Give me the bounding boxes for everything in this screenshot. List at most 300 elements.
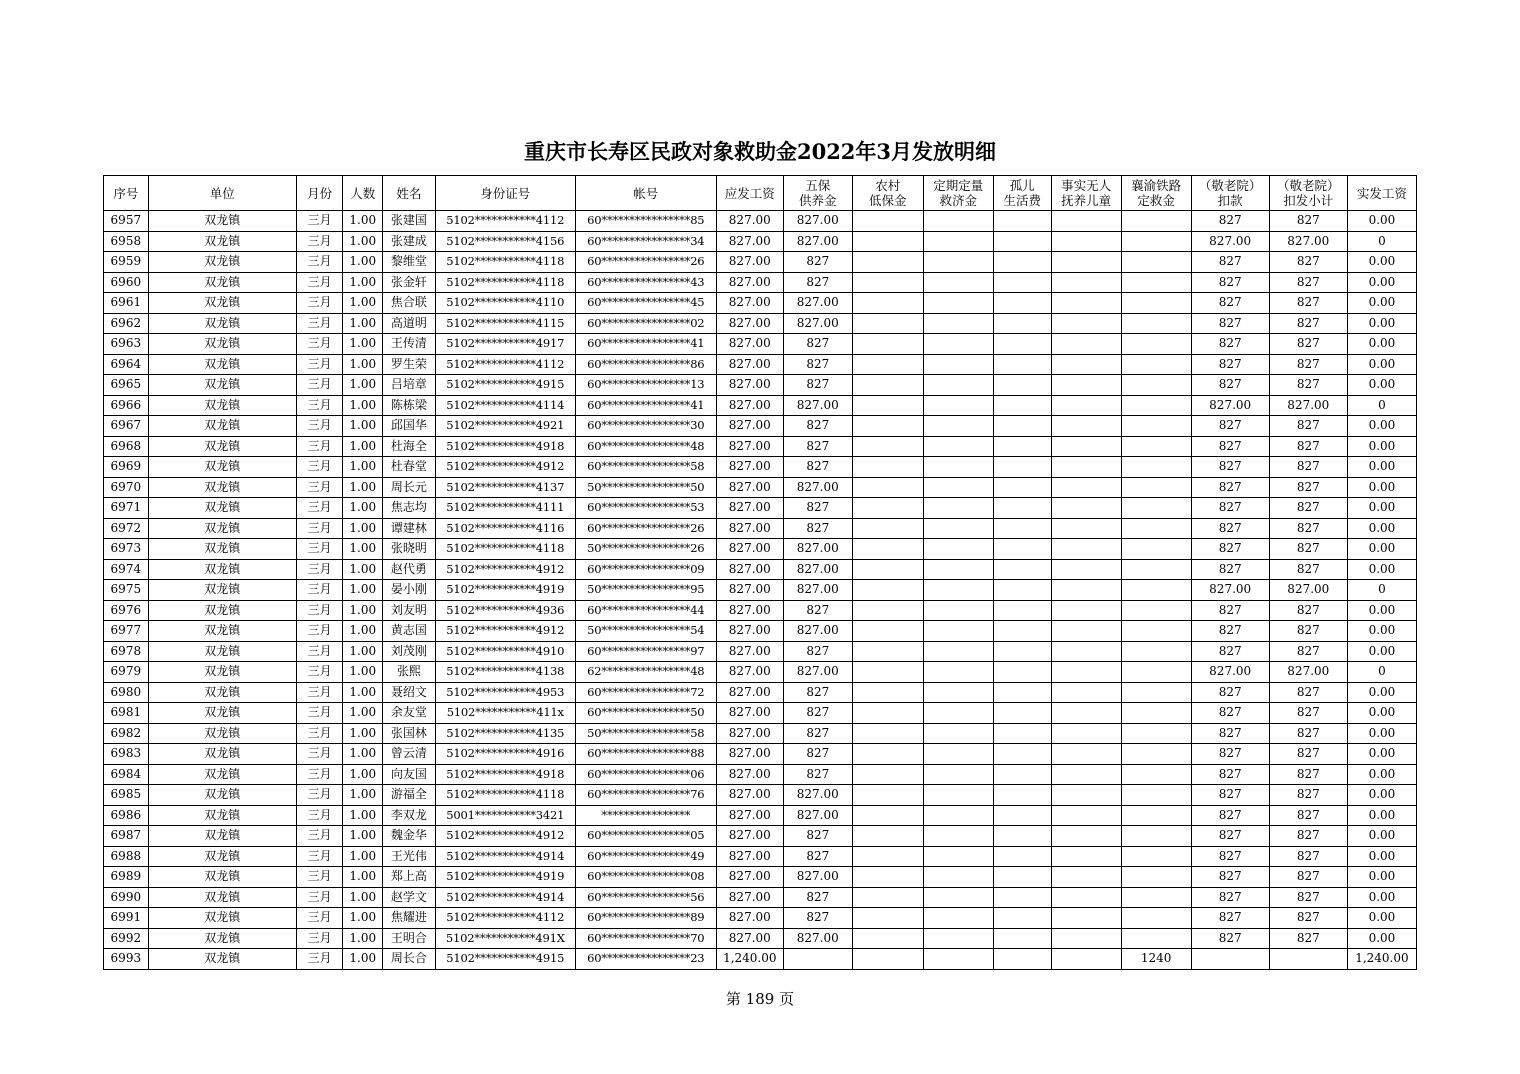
cell-fixed-relief [923,641,993,662]
table-row [104,334,1417,355]
cell-rural-dibao [852,539,923,560]
cell-fixed-relief [923,498,993,519]
cell-account: 60****************23 [575,949,716,970]
cell-nursing-home-deduction: 827 [1191,539,1269,560]
cell-gross-pay: 827.00 [716,293,783,314]
cell-net-pay: 0.00 [1347,375,1416,396]
cell-unattended-child [1051,211,1121,232]
cell-unattended-child [1051,887,1121,908]
table-row [104,272,1417,293]
cell-id-number: 5102***********4918 [435,436,575,457]
cell-net-pay: 0.00 [1347,846,1416,867]
cell-nursing-home-subtotal: 827 [1269,252,1347,273]
cell-count: 1.00 [343,416,383,437]
cell-name: 向友国 [383,764,436,785]
cell-net-pay: 0.00 [1347,703,1416,724]
cell-orphan-allowance [993,703,1051,724]
table-row [104,846,1417,867]
cell-wubao-fund: 827 [783,908,852,929]
cell-nursing-home-subtotal: 827 [1269,846,1347,867]
cell-seq: 6970 [104,477,149,498]
cell-xiangyu-rail-relief [1121,682,1191,703]
cell-fixed-relief [923,313,993,334]
cell-unit: 双龙镇 [148,211,296,232]
cell-account: 60****************02 [575,313,716,334]
cell-name: 周长合 [383,949,436,970]
cell-count: 1.00 [343,928,383,949]
cell-orphan-allowance [993,211,1051,232]
cell-count: 1.00 [343,662,383,683]
cell-month: 三月 [296,231,343,252]
cell-xiangyu-rail-relief [1121,211,1191,232]
cell-gross-pay: 827.00 [716,764,783,785]
cell-name: 焦志均 [383,498,436,519]
table-row [104,908,1417,929]
cell-fixed-relief [923,805,993,826]
cell-net-pay: 0 [1347,395,1416,416]
cell-month: 三月 [296,949,343,970]
cell-gross-pay: 827.00 [716,252,783,273]
cell-seq: 6991 [104,908,149,929]
table-row [104,436,1417,457]
cell-xiangyu-rail-relief [1121,703,1191,724]
cell-month: 三月 [296,846,343,867]
cell-name: 余友堂 [383,703,436,724]
cell-rural-dibao [852,723,923,744]
table-row [104,723,1417,744]
table-row [104,231,1417,252]
relief-fund-table [103,175,1417,970]
cell-id-number: 5102***********4919 [435,580,575,601]
cell-month: 三月 [296,723,343,744]
cell-gross-pay: 827.00 [716,580,783,601]
cell-account: 60****************72 [575,682,716,703]
cell-count: 1.00 [343,908,383,929]
cell-xiangyu-rail-relief [1121,252,1191,273]
cell-unit: 双龙镇 [148,231,296,252]
cell-net-pay: 0.00 [1347,867,1416,888]
cell-wubao-fund: 827 [783,764,852,785]
cell-unattended-child [1051,313,1121,334]
cell-net-pay: 0.00 [1347,600,1416,621]
cell-unattended-child [1051,272,1121,293]
cell-month: 三月 [296,457,343,478]
cell-name: 赵代勇 [383,559,436,580]
cell-wubao-fund: 827.00 [783,395,852,416]
cell-nursing-home-deduction: 827 [1191,723,1269,744]
cell-gross-pay: 827.00 [716,539,783,560]
table-row [104,805,1417,826]
cell-unattended-child [1051,744,1121,765]
cell-id-number: 5102***********4912 [435,559,575,580]
cell-nursing-home-deduction: 827.00 [1191,395,1269,416]
cell-month: 三月 [296,744,343,765]
cell-name: 赵学文 [383,887,436,908]
cell-xiangyu-rail-relief [1121,559,1191,580]
cell-unit: 双龙镇 [148,313,296,334]
table-row [104,313,1417,334]
cell-account: 60****************97 [575,641,716,662]
cell-unattended-child [1051,826,1121,847]
cell-name: 杜春堂 [383,457,436,478]
cell-net-pay: 0 [1347,231,1416,252]
cell-id-number: 5102***********4112 [435,211,575,232]
cell-unit: 双龙镇 [148,293,296,314]
cell-gross-pay: 827.00 [716,887,783,908]
cell-id-number: 5102***********4919 [435,867,575,888]
cell-gross-pay: 827.00 [716,272,783,293]
cell-xiangyu-rail-relief [1121,416,1191,437]
cell-nursing-home-subtotal: 827 [1269,785,1347,806]
cell-id-number: 5102***********4915 [435,375,575,396]
cell-nursing-home-subtotal: 827.00 [1269,662,1347,683]
cell-xiangyu-rail-relief [1121,518,1191,539]
cell-nursing-home-subtotal: 827 [1269,416,1347,437]
cell-account: 60****************13 [575,375,716,396]
cell-name: 黎维堂 [383,252,436,273]
cell-count: 1.00 [343,231,383,252]
cell-id-number: 5102***********4912 [435,826,575,847]
cell-month: 三月 [296,313,343,334]
cell-fixed-relief [923,293,993,314]
cell-unattended-child [1051,293,1121,314]
cell-seq: 6976 [104,600,149,621]
cell-seq: 6975 [104,580,149,601]
cell-id-number: 5102***********4137 [435,477,575,498]
cell-fixed-relief [923,826,993,847]
cell-net-pay: 0.00 [1347,887,1416,908]
cell-orphan-allowance [993,887,1051,908]
cell-gross-pay: 827.00 [716,477,783,498]
cell-month: 三月 [296,805,343,826]
cell-nursing-home-subtotal: 827 [1269,477,1347,498]
cell-unattended-child [1051,846,1121,867]
cell-orphan-allowance [993,949,1051,970]
cell-nursing-home-deduction: 827.00 [1191,662,1269,683]
cell-xiangyu-rail-relief [1121,744,1191,765]
table-row [104,477,1417,498]
cell-net-pay: 0.00 [1347,272,1416,293]
cell-wubao-fund: 827 [783,723,852,744]
cell-count: 1.00 [343,334,383,355]
cell-nursing-home-subtotal: 827 [1269,313,1347,334]
cell-fixed-relief [923,580,993,601]
cell-seq: 6993 [104,949,149,970]
cell-orphan-allowance [993,641,1051,662]
table-row [104,457,1417,478]
cell-seq: 6965 [104,375,149,396]
cell-id-number: 5102***********4111 [435,498,575,519]
cell-net-pay: 0 [1347,580,1416,601]
table-row [104,354,1417,375]
column-header-wubao-fund: 五保 供养金 [783,176,852,211]
cell-nursing-home-deduction: 827 [1191,293,1269,314]
cell-account: 60****************48 [575,436,716,457]
cell-count: 1.00 [343,621,383,642]
cell-wubao-fund [783,949,852,970]
cell-net-pay: 0 [1347,662,1416,683]
table-row [104,395,1417,416]
cell-name: 焦耀进 [383,908,436,929]
cell-rural-dibao [852,785,923,806]
cell-seq: 6957 [104,211,149,232]
cell-fixed-relief [923,621,993,642]
cell-nursing-home-deduction: 827 [1191,375,1269,396]
cell-orphan-allowance [993,334,1051,355]
cell-count: 1.00 [343,211,383,232]
cell-unit: 双龙镇 [148,805,296,826]
cell-account: 50****************54 [575,621,716,642]
cell-orphan-allowance [993,231,1051,252]
cell-net-pay: 0.00 [1347,293,1416,314]
cell-unattended-child [1051,662,1121,683]
cell-wubao-fund: 827.00 [783,867,852,888]
cell-gross-pay: 827.00 [716,436,783,457]
cell-month: 三月 [296,559,343,580]
cell-fixed-relief [923,354,993,375]
cell-wubao-fund: 827 [783,354,852,375]
cell-nursing-home-deduction: 827 [1191,621,1269,642]
cell-unattended-child [1051,518,1121,539]
table-row [104,252,1417,273]
cell-xiangyu-rail-relief [1121,662,1191,683]
cell-id-number: 5102***********4156 [435,231,575,252]
cell-count: 1.00 [343,559,383,580]
cell-gross-pay: 827.00 [716,395,783,416]
cell-month: 三月 [296,764,343,785]
cell-count: 1.00 [343,785,383,806]
cell-count: 1.00 [343,744,383,765]
cell-unit: 双龙镇 [148,826,296,847]
cell-fixed-relief [923,744,993,765]
cell-xiangyu-rail-relief [1121,477,1191,498]
cell-unit: 双龙镇 [148,703,296,724]
column-header-id-number: 身份证号 [435,176,575,211]
cell-unit: 双龙镇 [148,641,296,662]
cell-net-pay: 0.00 [1347,252,1416,273]
cell-month: 三月 [296,580,343,601]
cell-account: 60****************44 [575,600,716,621]
cell-net-pay: 0.00 [1347,518,1416,539]
cell-id-number: 5102***********4953 [435,682,575,703]
cell-rural-dibao [852,580,923,601]
cell-rural-dibao [852,457,923,478]
cell-gross-pay: 827.00 [716,518,783,539]
table-row [104,600,1417,621]
cell-wubao-fund: 827 [783,682,852,703]
cell-orphan-allowance [993,785,1051,806]
cell-unit: 双龙镇 [148,580,296,601]
cell-id-number: 5001***********3421 [435,805,575,826]
column-header-unit: 单位 [148,176,296,211]
cell-unit: 双龙镇 [148,867,296,888]
cell-gross-pay: 827.00 [716,928,783,949]
cell-rural-dibao [852,498,923,519]
cell-month: 三月 [296,477,343,498]
cell-xiangyu-rail-relief [1121,313,1191,334]
cell-id-number: 5102***********411x [435,703,575,724]
cell-id-number: 5102***********4918 [435,764,575,785]
cell-unattended-child [1051,580,1121,601]
cell-count: 1.00 [343,805,383,826]
cell-account: 50****************58 [575,723,716,744]
cell-name: 张熙 [383,662,436,683]
cell-wubao-fund: 827 [783,600,852,621]
cell-fixed-relief [923,559,993,580]
cell-wubao-fund: 827 [783,498,852,519]
cell-name: 杜海全 [383,436,436,457]
cell-count: 1.00 [343,641,383,662]
cell-id-number: 5102***********4936 [435,600,575,621]
table-row [104,887,1417,908]
cell-count: 1.00 [343,723,383,744]
cell-fixed-relief [923,375,993,396]
cell-fixed-relief [923,867,993,888]
cell-net-pay: 0.00 [1347,908,1416,929]
cell-unattended-child [1051,375,1121,396]
cell-nursing-home-subtotal: 827 [1269,703,1347,724]
cell-nursing-home-deduction: 827 [1191,805,1269,826]
cell-nursing-home-subtotal: 827 [1269,293,1347,314]
cell-wubao-fund: 827 [783,518,852,539]
cell-orphan-allowance [993,293,1051,314]
cell-account: 60****************70 [575,928,716,949]
cell-net-pay: 0.00 [1347,211,1416,232]
cell-account: 60****************49 [575,846,716,867]
cell-nursing-home-deduction: 827 [1191,498,1269,519]
cell-account: 60****************41 [575,334,716,355]
cell-id-number: 5102***********4910 [435,641,575,662]
cell-seq: 6982 [104,723,149,744]
cell-name: 罗生荣 [383,354,436,375]
cell-seq: 6981 [104,703,149,724]
cell-gross-pay: 827.00 [716,416,783,437]
cell-unit: 双龙镇 [148,457,296,478]
cell-count: 1.00 [343,887,383,908]
cell-gross-pay: 827.00 [716,231,783,252]
cell-gross-pay: 827.00 [716,600,783,621]
cell-month: 三月 [296,498,343,519]
cell-nursing-home-deduction: 827 [1191,252,1269,273]
cell-month: 三月 [296,785,343,806]
cell-unattended-child [1051,436,1121,457]
cell-wubao-fund: 827 [783,436,852,457]
cell-count: 1.00 [343,867,383,888]
cell-net-pay: 0.00 [1347,559,1416,580]
cell-fixed-relief [923,949,993,970]
cell-wubao-fund: 827.00 [783,293,852,314]
cell-nursing-home-deduction: 827 [1191,211,1269,232]
cell-xiangyu-rail-relief [1121,928,1191,949]
cell-orphan-allowance [993,395,1051,416]
cell-orphan-allowance [993,416,1051,437]
cell-name: 张金轩 [383,272,436,293]
cell-month: 三月 [296,518,343,539]
cell-name: 高道明 [383,313,436,334]
cell-seq: 6959 [104,252,149,273]
cell-gross-pay: 827.00 [716,498,783,519]
cell-month: 三月 [296,621,343,642]
cell-unattended-child [1051,354,1121,375]
cell-month: 三月 [296,641,343,662]
cell-unattended-child [1051,641,1121,662]
cell-nursing-home-deduction: 827 [1191,703,1269,724]
cell-seq: 6990 [104,887,149,908]
cell-account: 60****************43 [575,272,716,293]
cell-name: 刘茂刚 [383,641,436,662]
cell-seq: 6985 [104,785,149,806]
cell-seq: 6974 [104,559,149,580]
cell-wubao-fund: 827.00 [783,662,852,683]
cell-orphan-allowance [993,313,1051,334]
cell-xiangyu-rail-relief [1121,457,1191,478]
cell-unit: 双龙镇 [148,436,296,457]
cell-rural-dibao [852,621,923,642]
cell-name: 王光伟 [383,846,436,867]
cell-nursing-home-deduction: 827 [1191,600,1269,621]
cell-rural-dibao [852,682,923,703]
cell-id-number: 5102***********4110 [435,293,575,314]
cell-wubao-fund: 827 [783,416,852,437]
cell-net-pay: 0.00 [1347,744,1416,765]
cell-orphan-allowance [993,846,1051,867]
cell-wubao-fund: 827.00 [783,211,852,232]
cell-net-pay: 0.00 [1347,928,1416,949]
cell-nursing-home-deduction: 827 [1191,477,1269,498]
cell-seq: 6958 [104,231,149,252]
column-header-name: 姓名 [383,176,436,211]
cell-id-number: 5102***********4914 [435,887,575,908]
cell-seq: 6960 [104,272,149,293]
cell-id-number: 5102***********4138 [435,662,575,683]
cell-xiangyu-rail-relief [1121,621,1191,642]
cell-unit: 双龙镇 [148,723,296,744]
table-row [104,764,1417,785]
cell-orphan-allowance [993,764,1051,785]
cell-account: 60****************09 [575,559,716,580]
table-row [104,928,1417,949]
cell-xiangyu-rail-relief [1121,580,1191,601]
cell-nursing-home-subtotal: 827 [1269,887,1347,908]
cell-nursing-home-deduction: 827.00 [1191,231,1269,252]
cell-name: 邱国华 [383,416,436,437]
cell-orphan-allowance [993,826,1051,847]
column-header-nursing-home-deduction: （敬老院） 扣款 [1191,176,1269,211]
cell-seq: 6966 [104,395,149,416]
cell-gross-pay: 827.00 [716,723,783,744]
cell-count: 1.00 [343,498,383,519]
cell-month: 三月 [296,539,343,560]
cell-month: 三月 [296,211,343,232]
cell-account: 60****************56 [575,887,716,908]
cell-nursing-home-deduction: 827 [1191,785,1269,806]
cell-seq: 6980 [104,682,149,703]
cell-id-number: 5102***********4118 [435,252,575,273]
cell-gross-pay: 827.00 [716,867,783,888]
cell-xiangyu-rail-relief [1121,826,1191,847]
cell-orphan-allowance [993,621,1051,642]
table-header-row [104,176,1417,211]
cell-name: 聂绍文 [383,682,436,703]
cell-fixed-relief [923,703,993,724]
cell-xiangyu-rail-relief [1121,805,1191,826]
cell-xiangyu-rail-relief [1121,334,1191,355]
cell-name: 吕培章 [383,375,436,396]
cell-gross-pay: 827.00 [716,846,783,867]
cell-seq: 6984 [104,764,149,785]
cell-seq: 6973 [104,539,149,560]
table-row [104,826,1417,847]
